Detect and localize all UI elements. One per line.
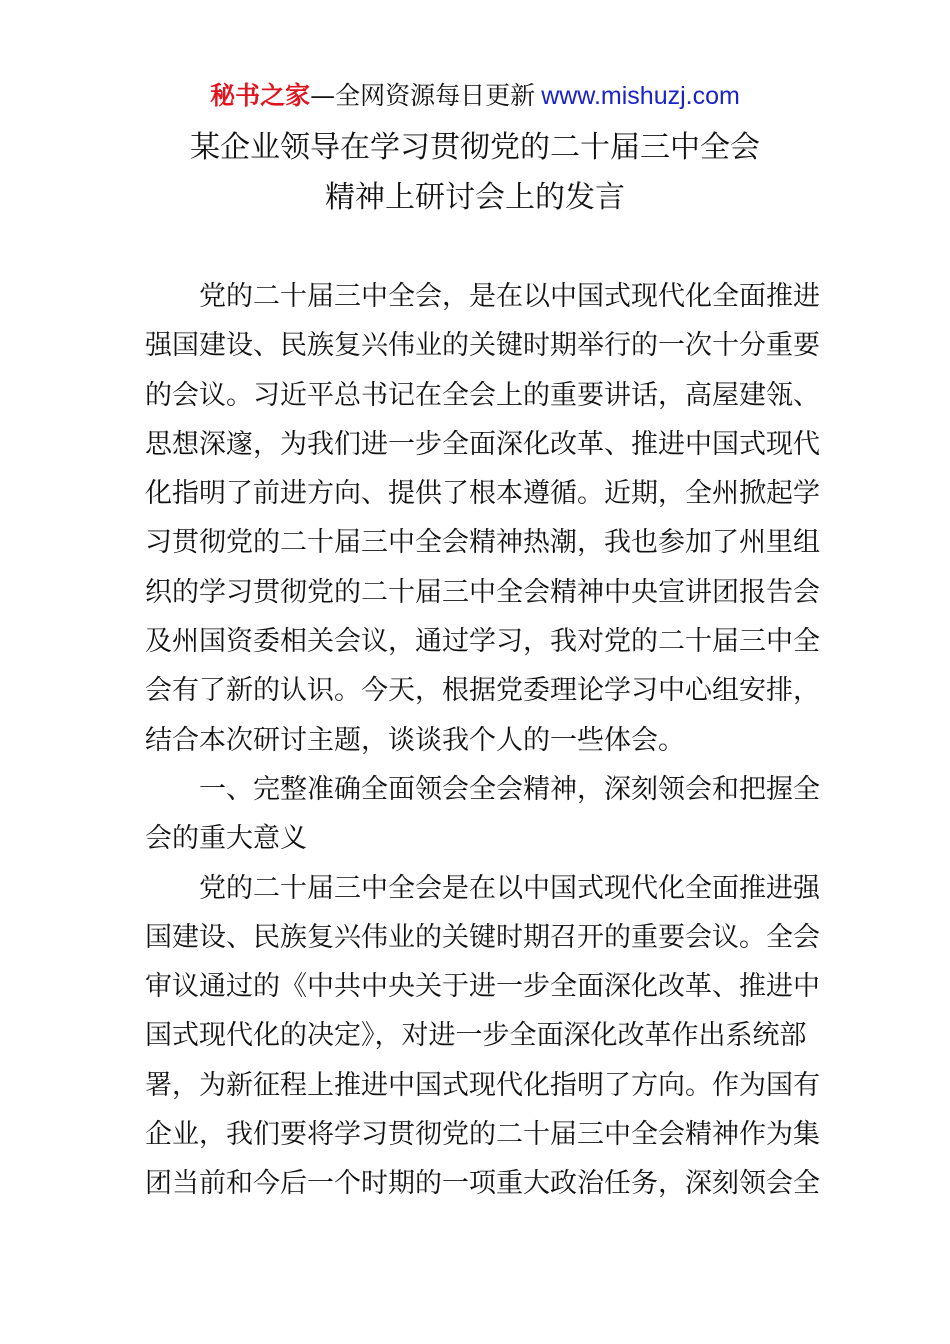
body-line: 党的二十届三中全会是在以中国式现代化全面推进强 [145, 872, 820, 904]
site-tagline: —全网资源每日更新 [310, 81, 536, 110]
section-heading-line: 一、完整准确全面领会全会精神，深刻领会和把握全 [145, 773, 820, 805]
site-header [0, 78, 950, 114]
body-line: 署，为新征程上推进中国式现代化指明了方向。作为国有 [145, 1069, 820, 1101]
section-heading-line: 会的重大意义 [145, 823, 307, 855]
body-line: 强国建设、民族复兴伟业的关键时期举行的一次十分重要 [145, 330, 820, 362]
body-line: 结合本次研讨主题，谈谈我个人的一些体会。 [145, 724, 685, 756]
body-line: 企业，我们要将学习贯彻党的二十届三中全会精神作为集 [145, 1119, 820, 1151]
body-line: 会有了新的认识。今天，根据党委理论学习中心组安排， [145, 675, 820, 707]
body-line: 思想深邃，为我们进一步全面深化改革、推进中国式现代 [145, 428, 820, 460]
body-line: 习贯彻党的二十届三中全会精神热潮，我也参加了州里组 [145, 527, 820, 559]
brand-name: 秘书之家 [210, 81, 311, 110]
document-body [145, 272, 820, 1209]
body-line: 党的二十届三中全会，是在以中国式现代化全面推进 [145, 281, 820, 312]
body-line: 及州国资委相关会议，通过学习，我对党的二十届三中全 [145, 626, 820, 658]
body-line: 国式现代化的决定》，对进一步全面深化改革作出系统部 [145, 1020, 807, 1052]
site-url-link[interactable]: www.mishuzj.com [541, 82, 740, 110]
body-line: 国建设、民族复兴伟业的关键时期召开的重要会议。全会 [145, 921, 820, 953]
body-line: 化指明了前进方向、提供了根本遵循。近期，全州掀起学 [145, 478, 820, 510]
document-title-line-2: 精神上研讨会上的发言 [325, 180, 625, 215]
body-line: 织的学习贯彻党的二十届三中全会精神中央宣讲团报告会 [145, 576, 820, 608]
body-line: 审议通过的《中共中央关于进一步全面深化改革、推进中 [145, 971, 820, 1003]
body-line: 团当前和今后一个时期的一项重大政治任务，深刻领会全 [145, 1168, 820, 1200]
document-title-line-1: 某企业领导在学习贯彻党的二十届三中全会 [190, 130, 760, 165]
body-line: 的会议。习近平总书记在全会上的重要讲话，高屋建瓴、 [145, 379, 820, 411]
